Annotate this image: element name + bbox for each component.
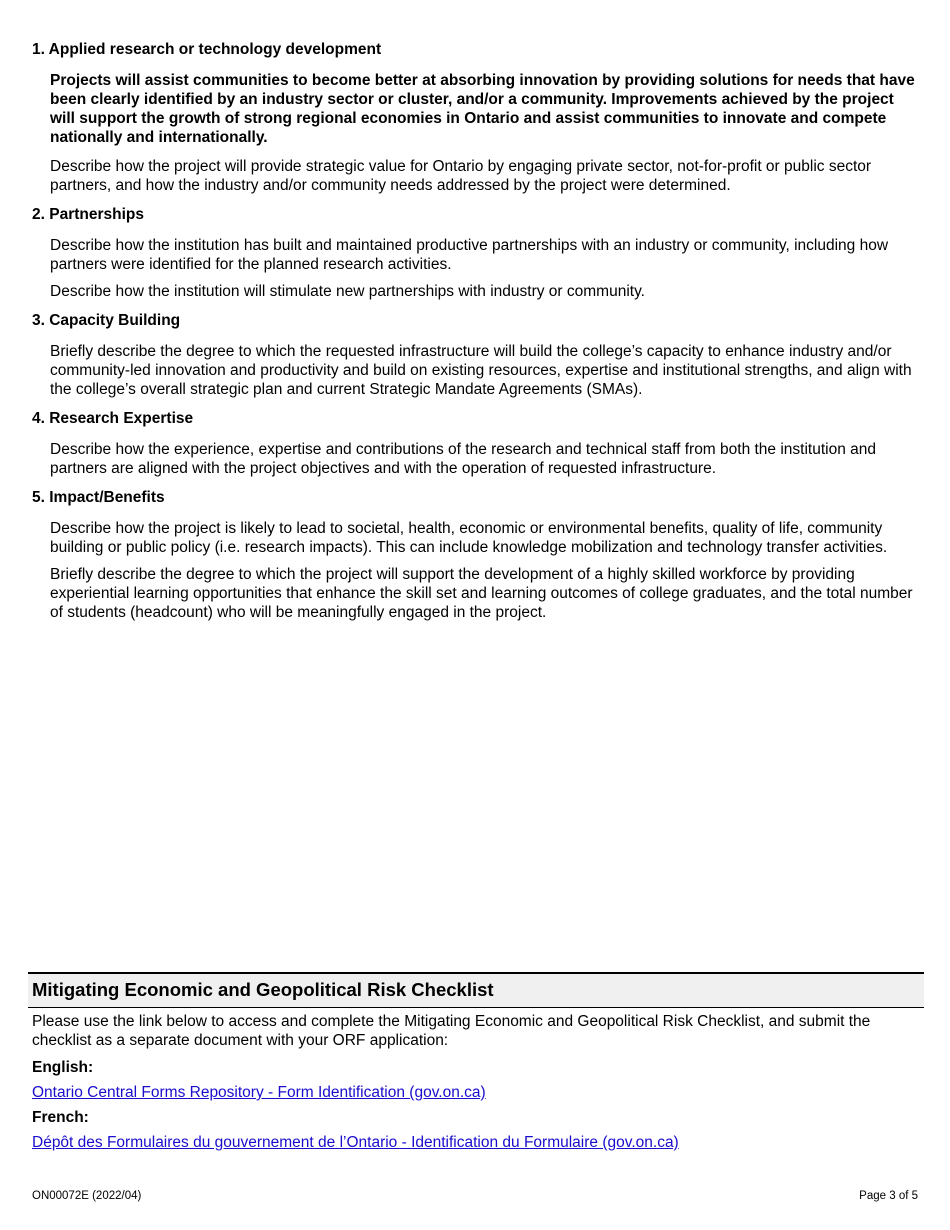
section-paragraph: Describe how the project is likely to lead to societal, health, economic or environmental benefits, quality of life, community building or public policy (i.e. research impacts). This can include knowledge mobilization and technology transfer activities. — [50, 520, 888, 556]
section-paragraph: Projects will assist communities to become better at absorbing innovation by providing solutions for needs that have been clearly identified by an industry sector or cluster, and/or a community. Improvements achieved by the project will support the growth of strong regional economies in Ontario and assist communities to innovate and compete nationally and internationally. — [50, 72, 915, 146]
section-paragraph: Describe how the institution has built and maintained productive partnerships with an industry or community, including how partners were identified for the planned research activities. — [50, 237, 889, 273]
document-body — [32, 40, 920, 632]
section-capacity-building — [32, 311, 920, 399]
section-heading: 1. Applied research or technology development — [32, 41, 382, 58]
section-paragraph: Describe how the institution will stimulate new partnerships with industry or community. — [50, 283, 645, 300]
checklist-title: Mitigating Economic and Geopolitical Risk Checklist — [28, 972, 924, 1008]
section-paragraph: Briefly describe the degree to which the project will support the development of a highly skilled workforce by providing experiential learning opportunities that enhance the skill set and learning outcomes of college graduates, and the total number of students (headcount) who will be meaningfully engaged in the project. — [50, 566, 913, 621]
section-research-expertise — [32, 409, 920, 478]
section-paragraph: Describe how the project will provide strategic value for Ontario by engaging private sector, not-for-profit or public sector partners, and how the industry and/or community needs addressed by the project were determined. — [50, 158, 872, 194]
section-impact-benefits — [32, 488, 920, 622]
form-id: ON00072E (2022/04) — [32, 1190, 142, 1202]
checklist-intro: Please use the link below to access and complete the Mitigating Economic and Geopolitical Risk Checklist, and submit the checklist as a separate document with your ORF application: — [32, 1013, 871, 1049]
section-heading: 4. Research Expertise — [32, 410, 194, 427]
section-heading: 2. Partnerships — [32, 206, 144, 223]
risk-checklist-box — [28, 972, 924, 1158]
section-heading: 5. Impact/Benefits — [32, 489, 165, 506]
french-label: French: — [32, 1109, 89, 1126]
section-paragraph: Briefly describe the degree to which the requested infrastructure will build the college’s capacity to enhance industry and/or community-led innovation and productivity and build on existing resources, expertise and institutional strengths, and align with the college’s overall strategic plan and current Strategic Mandate Agreements (SMAs). — [50, 343, 912, 398]
section-heading: 3. Capacity Building — [32, 312, 181, 329]
section-applied-research — [32, 40, 920, 195]
section-partnerships — [32, 205, 920, 301]
french-form-link[interactable]: Dépôt des Formulaires du gouvernement de l’Ontario - Identification du Formulaire (gov.on.ca) — [32, 1134, 679, 1151]
english-form-link[interactable]: Ontario Central Forms Repository - Form Identification (gov.on.ca) — [32, 1084, 486, 1101]
page-number: Page 3 of 5 — [859, 1190, 918, 1202]
english-label: English: — [32, 1059, 94, 1076]
section-paragraph: Describe how the experience, expertise and contributions of the research and technical staff from both the institution and partners are aligned with the project objectives and with the operation of requested infrastructure. — [50, 441, 877, 477]
